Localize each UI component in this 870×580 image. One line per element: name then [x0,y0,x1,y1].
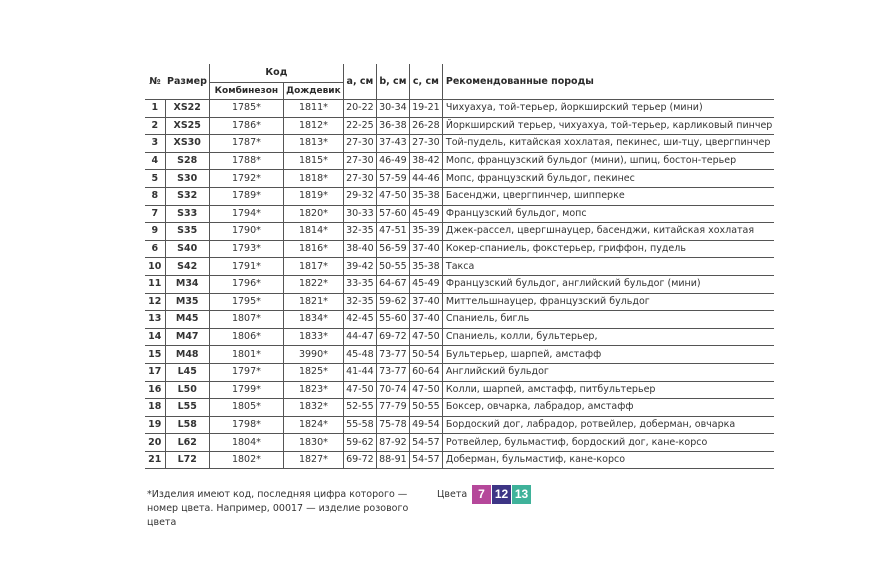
row-breeds: Английский бульдог [442,363,774,381]
row-size: S35 [165,223,209,241]
size-table [145,64,774,469]
row-b: 50-55 [376,258,409,276]
row-number: 17 [145,363,165,381]
header-size: Размер [165,64,209,100]
row-size: L45 [165,363,209,381]
row-raincoat-code: 1814* [283,223,343,241]
row-jumpsuit-code: 1797* [209,363,283,381]
row-breeds: Боксер, овчарка, лабрадор, амстафф [442,399,774,417]
table-row [145,152,774,170]
table-row [145,275,774,293]
row-size: M35 [165,293,209,311]
row-jumpsuit-code: 1805* [209,399,283,417]
row-c: 37-40 [409,240,442,258]
row-breeds: Французский бульдог, мопс [442,205,774,223]
row-jumpsuit-code: 1793* [209,240,283,258]
row-b: 77-79 [376,399,409,417]
table-row [145,240,774,258]
row-b: 30-34 [376,100,409,118]
row-breeds: Ротвейлер, бульмастиф, бордоский дог, кане-корсо [442,434,774,452]
row-c: 54-57 [409,451,442,469]
row-a: 30-33 [343,205,376,223]
row-jumpsuit-code: 1792* [209,170,283,188]
row-size: M48 [165,346,209,364]
row-breeds: Мопс, французский бульдог, пекинес [442,170,774,188]
row-a: 27-30 [343,152,376,170]
row-size: L72 [165,451,209,469]
row-raincoat-code: 1822* [283,275,343,293]
row-size: S28 [165,152,209,170]
table-row [145,135,774,153]
row-size: L55 [165,399,209,417]
row-b: 73-77 [376,363,409,381]
row-breeds: Колли, шарпей, амстафф, питбультерьер [442,381,774,399]
header-raincoat: Дождевик [283,83,343,100]
row-c: 50-54 [409,346,442,364]
row-breeds: Чихуахуа, той-терьер, йоркширский терьер (мини) [442,100,774,118]
row-a: 45-48 [343,346,376,364]
row-number: 18 [145,399,165,417]
row-jumpsuit-code: 1786* [209,117,283,135]
row-raincoat-code: 1819* [283,187,343,205]
row-number: 20 [145,434,165,452]
row-a: 20-22 [343,100,376,118]
row-number: 2 [145,117,165,135]
row-a: 33-35 [343,275,376,293]
row-c: 35-39 [409,223,442,241]
row-size: XS30 [165,135,209,153]
row-raincoat-code: 1820* [283,205,343,223]
row-c: 60-64 [409,363,442,381]
row-a: 41-44 [343,363,376,381]
row-jumpsuit-code: 1789* [209,187,283,205]
row-a: 38-40 [343,240,376,258]
row-raincoat-code: 1821* [283,293,343,311]
row-size: S32 [165,187,209,205]
row-a: 44-47 [343,328,376,346]
row-size: L62 [165,434,209,452]
row-c: 45-49 [409,205,442,223]
table-row [145,170,774,188]
row-a: 27-30 [343,170,376,188]
row-raincoat-code: 1816* [283,240,343,258]
row-number: 13 [145,311,165,329]
table-row [145,451,774,469]
row-jumpsuit-code: 1799* [209,381,283,399]
row-b: 87-92 [376,434,409,452]
row-a: 55-58 [343,416,376,434]
row-breeds: Бультерьер, шарпей, амстафф [442,346,774,364]
header-code: Код [209,64,343,83]
row-b: 47-51 [376,223,409,241]
row-c: 44-46 [409,170,442,188]
table-row [145,346,774,364]
row-jumpsuit-code: 1785* [209,100,283,118]
row-raincoat-code: 1813* [283,135,343,153]
row-raincoat-code: 1812* [283,117,343,135]
row-b: 75-78 [376,416,409,434]
row-b: 46-49 [376,152,409,170]
row-number: 12 [145,293,165,311]
row-breeds: Той-пудель, китайская хохлатая, пекинес, ши-тцу, цвергпинчер [442,135,774,153]
table-row [145,258,774,276]
row-a: 39-42 [343,258,376,276]
row-raincoat-code: 3990* [283,346,343,364]
row-a: 59-62 [343,434,376,452]
row-number: 5 [145,170,165,188]
row-raincoat-code: 1832* [283,399,343,417]
row-breeds: Миттельшнауцер, французский бульдог [442,293,774,311]
row-c: 47-50 [409,381,442,399]
row-size: XS25 [165,117,209,135]
row-b: 37-43 [376,135,409,153]
header-a: a, см [343,64,376,100]
header-breeds: Рекомендованные породы [442,64,774,100]
row-c: 45-49 [409,275,442,293]
table-row [145,434,774,452]
row-number: 8 [145,187,165,205]
row-jumpsuit-code: 1798* [209,416,283,434]
row-b: 36-38 [376,117,409,135]
row-size: S33 [165,205,209,223]
row-c: 49-54 [409,416,442,434]
row-breeds: Кокер-спаниель, фокстерьер, гриффон, пудель [442,240,774,258]
row-raincoat-code: 1818* [283,170,343,188]
header-c: c, см [409,64,442,100]
row-size: L50 [165,381,209,399]
header-jumpsuit: Комбинезон [209,83,283,100]
row-jumpsuit-code: 1790* [209,223,283,241]
row-c: 54-57 [409,434,442,452]
table-row [145,100,774,118]
table-body [145,100,774,469]
row-number: 14 [145,328,165,346]
table-row [145,117,774,135]
row-c: 35-38 [409,187,442,205]
row-raincoat-code: 1830* [283,434,343,452]
row-jumpsuit-code: 1794* [209,205,283,223]
row-raincoat-code: 1833* [283,328,343,346]
header-num: № [145,64,165,100]
table-row [145,205,774,223]
row-jumpsuit-code: 1795* [209,293,283,311]
row-size: M34 [165,275,209,293]
row-raincoat-code: 1815* [283,152,343,170]
row-number: 9 [145,223,165,241]
row-number: 4 [145,152,165,170]
row-jumpsuit-code: 1791* [209,258,283,276]
row-a: 32-35 [343,293,376,311]
row-breeds: Басенджи, цвергпинчер, шипперке [442,187,774,205]
row-b: 57-59 [376,170,409,188]
row-c: 35-38 [409,258,442,276]
row-raincoat-code: 1834* [283,311,343,329]
row-number: 19 [145,416,165,434]
row-raincoat-code: 1823* [283,381,343,399]
row-jumpsuit-code: 1796* [209,275,283,293]
row-jumpsuit-code: 1788* [209,152,283,170]
row-jumpsuit-code: 1787* [209,135,283,153]
row-a: 22-25 [343,117,376,135]
row-b: 57-60 [376,205,409,223]
row-c: 47-50 [409,328,442,346]
row-size: M47 [165,328,209,346]
row-jumpsuit-code: 1801* [209,346,283,364]
row-size: S40 [165,240,209,258]
row-breeds: Бордоский дог, лабрадор, ротвейлер, доберман, овчарка [442,416,774,434]
colors-label: Цвета [437,489,468,500]
row-raincoat-code: 1824* [283,416,343,434]
row-raincoat-code: 1827* [283,451,343,469]
row-a: 29-32 [343,187,376,205]
row-a: 27-30 [343,135,376,153]
header-b: b, см [376,64,409,100]
footnote: *Изделия имеют код, последняя цифра которого — номер цвета. Например, 00017 — изделие розового цвета [147,489,409,528]
row-size: L58 [165,416,209,434]
row-jumpsuit-code: 1802* [209,451,283,469]
table-row [145,223,774,241]
row-number: 1 [145,100,165,118]
color-swatch-12: 12 [492,485,511,504]
table-row [145,328,774,346]
row-c: 19-21 [409,100,442,118]
color-swatch-7: 7 [472,485,491,504]
row-number: 21 [145,451,165,469]
row-breeds: Такса [442,258,774,276]
row-breeds: Французский бульдог, английский бульдог (мини) [442,275,774,293]
row-b: 47-50 [376,187,409,205]
row-jumpsuit-code: 1804* [209,434,283,452]
row-breeds: Джек-рассел, цвергшнауцер, басенджи, китайская хохлатая [442,223,774,241]
row-jumpsuit-code: 1807* [209,311,283,329]
row-size: S42 [165,258,209,276]
row-b: 70-74 [376,381,409,399]
row-size: XS22 [165,100,209,118]
row-number: 16 [145,381,165,399]
row-number: 7 [145,205,165,223]
row-breeds: Йоркширский терьер, чихуахуа, той-терьер, карликовый пинчер [442,117,774,135]
table-row [145,416,774,434]
row-breeds: Доберман, бульмастиф, кане-корсо [442,451,774,469]
row-c: 26-28 [409,117,442,135]
row-a: 47-50 [343,381,376,399]
row-b: 59-62 [376,293,409,311]
table-row [145,311,774,329]
row-jumpsuit-code: 1806* [209,328,283,346]
color-swatch-13: 13 [512,485,531,504]
row-raincoat-code: 1817* [283,258,343,276]
row-breeds: Мопс, французский бульдог (мини), шпиц, бостон-терьер [442,152,774,170]
row-a: 42-45 [343,311,376,329]
row-b: 73-77 [376,346,409,364]
row-number: 15 [145,346,165,364]
row-a: 52-55 [343,399,376,417]
row-number: 3 [145,135,165,153]
table-row [145,381,774,399]
row-c: 37-40 [409,311,442,329]
table-row [145,399,774,417]
row-b: 88-91 [376,451,409,469]
row-raincoat-code: 1811* [283,100,343,118]
table-row [145,363,774,381]
row-b: 69-72 [376,328,409,346]
row-number: 10 [145,258,165,276]
row-a: 32-35 [343,223,376,241]
row-breeds: Спаниель, бигль [442,311,774,329]
row-size: S30 [165,170,209,188]
table-row [145,187,774,205]
row-size: M45 [165,311,209,329]
row-b: 55-60 [376,311,409,329]
row-number: 11 [145,275,165,293]
row-number: 6 [145,240,165,258]
table-row [145,293,774,311]
row-breeds: Спаниель, колли, бультерьер, [442,328,774,346]
row-b: 64-67 [376,275,409,293]
row-c: 37-40 [409,293,442,311]
row-raincoat-code: 1825* [283,363,343,381]
row-c: 50-55 [409,399,442,417]
row-b: 56-59 [376,240,409,258]
row-a: 69-72 [343,451,376,469]
row-c: 27-30 [409,135,442,153]
row-c: 38-42 [409,152,442,170]
